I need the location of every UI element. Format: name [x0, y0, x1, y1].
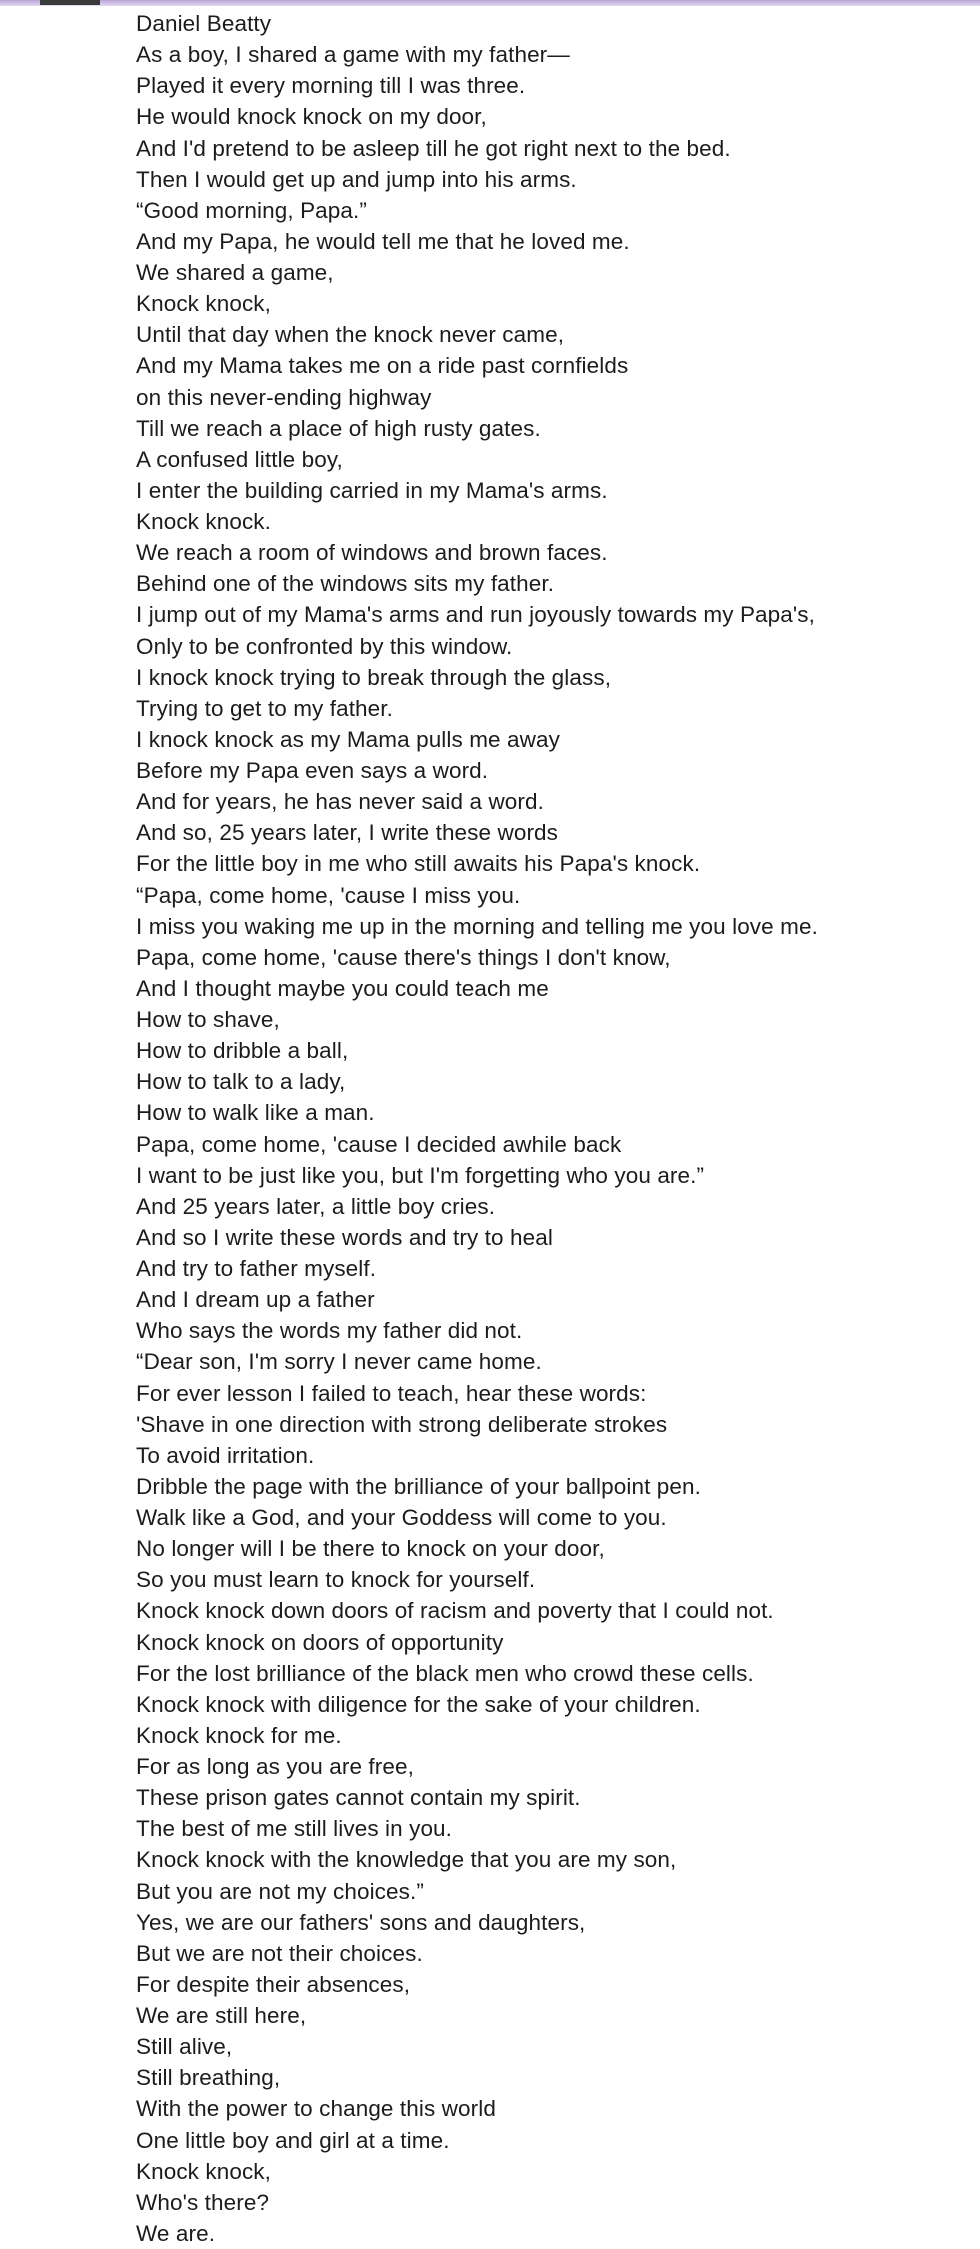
- poem-line: And my Papa, he would tell me that he loved me.: [136, 228, 630, 254]
- poem-line: To avoid irritation.: [136, 1442, 315, 1468]
- poem-line: He would knock knock on my door,: [136, 104, 487, 130]
- poem-line: “Papa, come home, 'cause I miss you.: [136, 882, 521, 908]
- poem-line: And so, 25 years later, I write these words: [136, 820, 558, 846]
- poem-line: No longer will I be there to knock on your door,: [136, 1536, 605, 1562]
- poem-line: How to shave,: [136, 1007, 280, 1032]
- poem-line: How to talk to a lady,: [136, 1069, 346, 1095]
- poem-line: Knock knock for me.: [136, 1722, 342, 1748]
- poem-line: With the power to change this world: [136, 2096, 496, 2122]
- poem-line: And I dream up a father: [136, 1287, 375, 1313]
- poem-line: And I thought maybe you could teach me: [136, 975, 549, 1001]
- poem-line: But you are not my choices.”: [136, 1878, 424, 1904]
- poem-line: A confused little boy,: [136, 446, 343, 472]
- poem-author: Daniel Beatty: [136, 11, 272, 36]
- poem-line: Papa, come home, 'cause there's things I don't know,: [136, 944, 671, 970]
- poem-line: For the little boy in me who still awaits his Papa's knock.: [136, 851, 701, 877]
- poem-line: Knock knock with diligence for the sake of your children.: [136, 1691, 701, 1717]
- poem-line: I jump out of my Mama's arms and run joyously towards my Papa's,: [136, 602, 815, 628]
- poem-line: And I'd pretend to be asleep till he got right next to the bed.: [136, 135, 731, 161]
- poem-line: We reach a room of windows and brown faces.: [136, 540, 608, 566]
- poem-line: Knock knock,: [136, 2158, 272, 2184]
- poem-line: We are.: [136, 2220, 216, 2246]
- poem-line: And for years, he has never said a word.: [136, 789, 544, 815]
- poem-line: Till we reach a place of high rusty gates.: [136, 415, 541, 441]
- poem-line: Trying to get to my father.: [136, 695, 393, 721]
- poem-line: Knock knock.: [136, 509, 272, 534]
- poem-line: Still breathing,: [136, 2065, 281, 2091]
- poem-line: For despite their absences,: [136, 1971, 411, 1997]
- poem-line: For as long as you are free,: [136, 1754, 414, 1779]
- poem-line: Papa, come home, 'cause I decided awhile back: [136, 1131, 622, 1157]
- poem-line: And 25 years later, a little boy cries.: [136, 1193, 496, 1219]
- poem-line: Knock knock,: [136, 291, 272, 317]
- poem-line: And so I write these words and try to heal: [136, 1224, 553, 1250]
- poem-line: And try to father myself.: [136, 1256, 377, 1281]
- poem-line: Walk like a God, and your Goddess will come to you.: [136, 1505, 667, 1530]
- poem-line: But we are not their choices.: [136, 1940, 423, 1966]
- poem-line: Then I would get up and jump into his arms.: [136, 166, 577, 192]
- poem-text: [136, 8, 818, 2249]
- poem-line: The best of me still lives in you.: [136, 1816, 453, 1842]
- poem-line: How to dribble a ball,: [136, 1038, 349, 1064]
- top-left-tab-mark: [40, 0, 100, 5]
- poem-line: How to walk like a man.: [136, 1100, 375, 1126]
- poem-line: Who's there?: [136, 2189, 270, 2215]
- poem-line: And my Mama takes me on a ride past cornfields: [136, 353, 629, 379]
- poem-line: Knock knock on doors of opportunity: [136, 1629, 504, 1655]
- top-accent-bar: [0, 0, 980, 6]
- poem-line: As a boy, I shared a game with my father—: [136, 42, 570, 68]
- poem-line: “Good morning, Papa.”: [136, 197, 367, 223]
- poem-line: I want to be just like you, but I'm forgetting who you are.”: [136, 1162, 705, 1188]
- poem-line: I knock knock trying to break through the glass,: [136, 664, 612, 690]
- poem-line: Only to be confronted by this window.: [136, 633, 513, 659]
- poem-line: For the lost brilliance of the black men who crowd these cells.: [136, 1660, 754, 1686]
- poem-line: Played it every morning till I was three.: [136, 73, 526, 99]
- poem-line: Before my Papa even says a word.: [136, 758, 489, 783]
- poem-line: Yes, we are our fathers' sons and daughters,: [136, 1909, 586, 1935]
- poem-line: I knock knock as my Mama pulls me away: [136, 726, 560, 752]
- poem-line: One little boy and girl at a time.: [136, 2127, 450, 2153]
- poem-line: For ever lesson I failed to teach, hear these words:: [136, 1380, 647, 1406]
- poem-line: Behind one of the windows sits my father.: [136, 571, 555, 597]
- poem-line: I enter the building carried in my Mama's arms.: [136, 477, 608, 503]
- poem-line: We shared a game,: [136, 260, 334, 285]
- poem-line: 'Shave in one direction with strong deliberate strokes: [136, 1411, 668, 1437]
- poem-line: “Dear son, I'm sorry I never came home.: [136, 1349, 542, 1375]
- poem-line: Knock knock down doors of racism and poverty that I could not.: [136, 1598, 774, 1624]
- poem-line: Who says the words my father did not.: [136, 1318, 523, 1344]
- poem-line: Dribble the page with the brilliance of your ballpoint pen.: [136, 1473, 701, 1499]
- poem-line: These prison gates cannot contain my spirit.: [136, 1785, 581, 1811]
- poem-line: We are still here,: [136, 2003, 307, 2028]
- poem-line: So you must learn to knock for yourself.: [136, 1567, 536, 1593]
- poem-line: I miss you waking me up in the morning and telling me you love me.: [136, 913, 818, 939]
- poem-line: Until that day when the knock never came,: [136, 322, 565, 348]
- poem-line: Still alive,: [136, 2034, 233, 2060]
- poem-line: Knock knock with the knowledge that you are my son,: [136, 1847, 677, 1873]
- poem-line: on this never-ending highway: [136, 384, 432, 410]
